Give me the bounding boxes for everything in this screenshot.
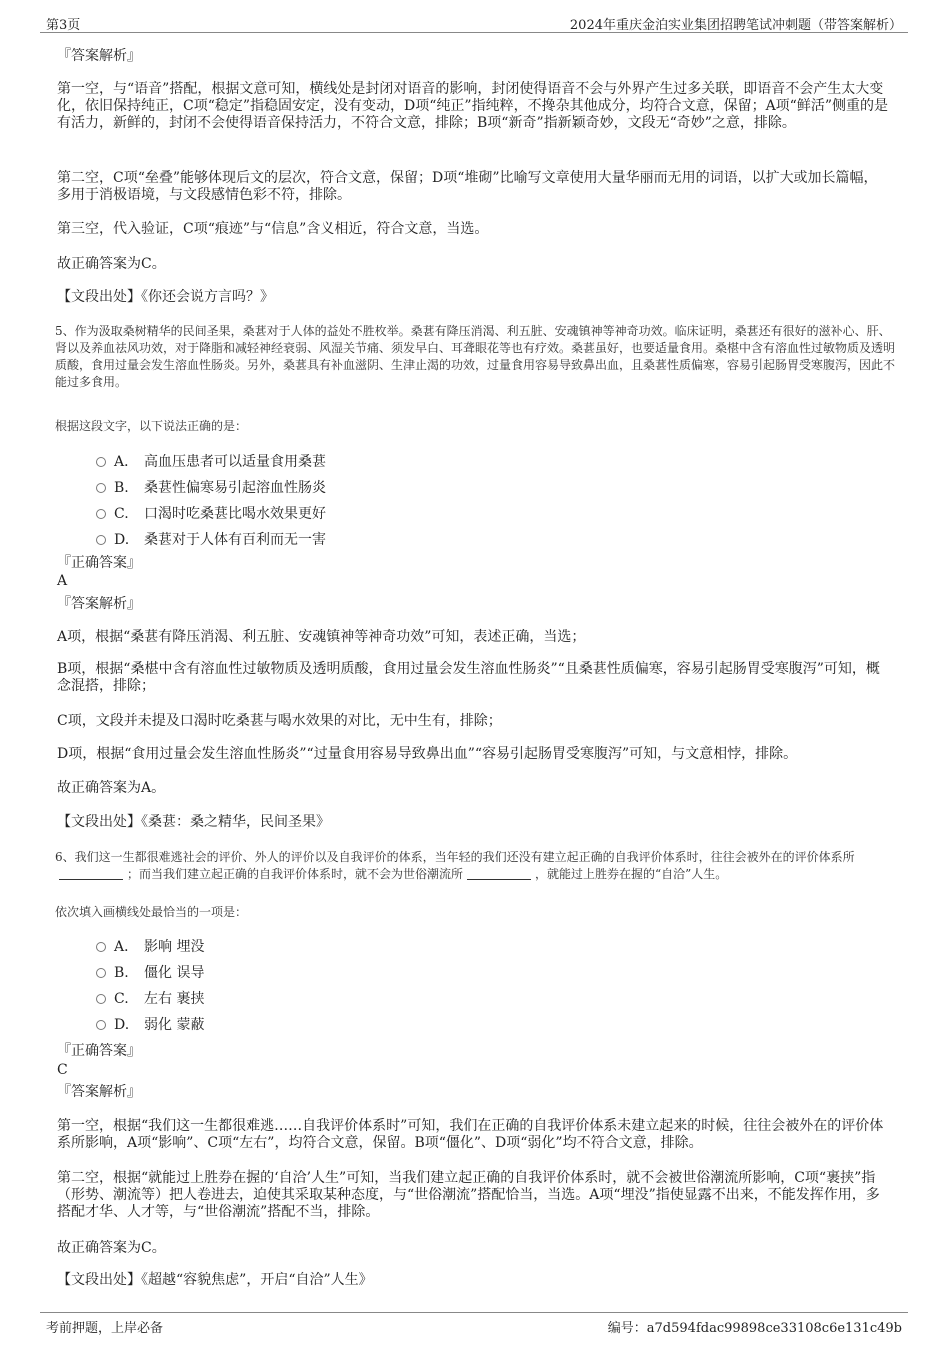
page-footer	[40, 1312, 908, 1337]
radio-icon[interactable]	[96, 457, 106, 467]
option-d[interactable]: D. 弱化 蒙蔽	[96, 1016, 204, 1034]
correct-answer: A	[57, 573, 68, 589]
analysis-paragraph: 第二空，根据“就能过上胜券在握的‘自洽’人生”可知，当我们建立起正确的自我评价体系时，就不会被世俗潮流所影响，C项“裹挟”指（形势、潮流等）把人卷进去，迫使其采取某种态度，与“世俗潮流”搭配恰当，当选。A项“埋没”指使显露不出来，不能发挥作用，多搭配才华、人才等，与“世俗潮流”搭配不当，排除。	[57, 1170, 880, 1220]
analysis-label: 『答案解析』	[57, 48, 141, 64]
option-b[interactable]: B. 僵化 误导	[96, 964, 204, 982]
question-prompt: 依次填入画横线处最恰当的一项是：	[55, 905, 248, 919]
analysis-option-d: D项，根据“食用过量会发生溶血性肠炎”“过量食用容易导致鼻出血”“容易引起肠胃受寒腹泻”可知，与文意相悖，排除。	[57, 746, 798, 762]
option-c[interactable]: C. 口渴时吃桑葚比喝水效果更好	[96, 505, 326, 523]
correct-answer-label: 『正确答案』	[57, 1043, 141, 1059]
analysis-option-c: C项，文段并未提及口渴时吃桑葚与喝水效果的对比，无中生有，排除；	[57, 713, 502, 729]
correct-answer-label: 『正确答案』	[57, 555, 141, 571]
analysis-option-b: B项，根据“桑椹中含有溶血性过敏物质及透明质酸，食用过量会发生溶血性肠炎”“且桑葚性质偏寒，容易引起肠胃受寒腹泻”可知，概念混搭，排除；	[57, 661, 880, 694]
radio-icon[interactable]	[96, 483, 106, 493]
source-citation: 【文段出处】《超越“容貌焦虑”，开启“自洽”人生》	[57, 1272, 373, 1288]
radio-icon[interactable]	[96, 535, 106, 545]
analysis-label: 『答案解析』	[57, 1084, 141, 1100]
radio-icon[interactable]	[96, 1020, 106, 1030]
source-citation: 【文段出处】《你还会说方言吗？》	[57, 289, 274, 305]
page-header	[40, 10, 908, 33]
answer-conclusion: 故正确答案为C。	[57, 256, 166, 272]
correct-answer: C	[57, 1062, 68, 1078]
question-stem: 5、作为汲取桑树精华的民间圣果，桑葚对于人体的益处不胜枚举。桑葚有降压消渴、利五脏、安魂镇神等神奇功效。临床证明，桑葚还有很好的滋补心、肝、肾以及养血祛风功效，对于降脂和减轻神经衰弱、风湿关节痛、须发早白、耳聋眼花等也有疗效。桑葚虽好，也要适量食用。桑椹中含有溶血性过敏物质及透明质酸，食用过量会发生溶血性肠炎。另外，桑葚具有补血滋阴、生津止渴的功效，过量食用容易导致鼻出血，且桑葚性质偏寒，容易引起肠胃受寒腹泻，因此不能过多食用。	[55, 324, 896, 389]
analysis-paragraph: 第一空，根据“我们这一生都很难逃……自我评价体系时”可知，我们在正确的自我评价体系未建立起来的时候，往往会被外在的评价体系所影响，A项“影响”、C项“左右”，均符合文意，保留。B项“僵化”、D项“弱化”均不符合文意，排除。	[57, 1118, 884, 1151]
analysis-paragraph: 第一空，与“语音”搭配，根据文意可知，横线处是封闭对语音的影响，封闭使得语音不会与外界产生过多关联，即语音不会产生太大变化，依旧保持纯正，C项“稳定”指稳固安定，没有变动，D项“纯正”指纯粹，不搀杂其他成分，均符合文意，保留；A项“鲜活”侧重的是有活力，新鲜的，封闭不会使得语音保持活力，不符合文意，排除；B项“新奇”指新颖奇妙，文段无“奇妙”之意，排除。	[57, 81, 888, 131]
analysis-label: 『答案解析』	[57, 596, 141, 612]
page-number: 第3页	[46, 18, 81, 33]
document-id: 编号：a7d594fdac99898ce33108c6e131c49b	[607, 1321, 902, 1336]
radio-icon[interactable]	[96, 509, 106, 519]
option-c[interactable]: C. 左右 裹挟	[96, 990, 204, 1008]
answer-conclusion: 故正确答案为C。	[57, 1240, 166, 1256]
source-citation: 【文段出处】《桑葚：桑之精华，民间圣果》	[57, 814, 330, 830]
answer-conclusion: 故正确答案为A。	[57, 780, 166, 796]
document-title: 2024年重庆金泊实业集团招聘笔试冲刺题（带答案解析）	[569, 18, 902, 33]
analysis-option-a: A项，根据“桑葚有降压消渴、利五脏、安魂镇神等神奇功效”可知，表述正确，当选；	[57, 629, 586, 645]
footer-slogan: 考前押题，上岸必备	[46, 1321, 164, 1336]
radio-icon[interactable]	[96, 968, 106, 978]
analysis-paragraph: 第二空，C项“垒叠”能够体现后文的层次，符合文意，保留；D项“堆砌”比喻写文章使用大量华丽而无用的词语，以扩大或加长篇幅，多用于消极语境，与文段感情色彩不符，排除。	[57, 170, 878, 203]
option-a[interactable]: A． 高血压患者可以适量食用桑葚	[96, 453, 326, 471]
question-prompt: 根据这段文字，以下说法正确的是：	[55, 419, 248, 433]
option-a[interactable]: A． 影响 埋没	[96, 938, 204, 956]
blank-line	[59, 867, 123, 880]
question-stem: 6、我们这一生都很难逃社会的评价、外人的评价以及自我评价的体系，当年轻的我们还没有建立起正确的自我评价体系时，往往会被外在的评价体系所；而当我们建立起正确的自我评价体系时，就不会为世俗潮流所 ，就能过上胜券在握的“自洽”人生。	[55, 850, 855, 881]
option-b[interactable]: B. 桑葚性偏寒易引起溶血性肠炎	[96, 479, 326, 497]
option-d[interactable]: D. 桑葚对于人体有百利而无一害	[96, 531, 326, 549]
radio-icon[interactable]	[96, 994, 106, 1004]
analysis-paragraph: 第三空，代入验证，C项“痕迹”与“信息”含义相近，符合文意，当选。	[57, 221, 489, 237]
blank-line	[467, 867, 531, 880]
radio-icon[interactable]	[96, 942, 106, 952]
